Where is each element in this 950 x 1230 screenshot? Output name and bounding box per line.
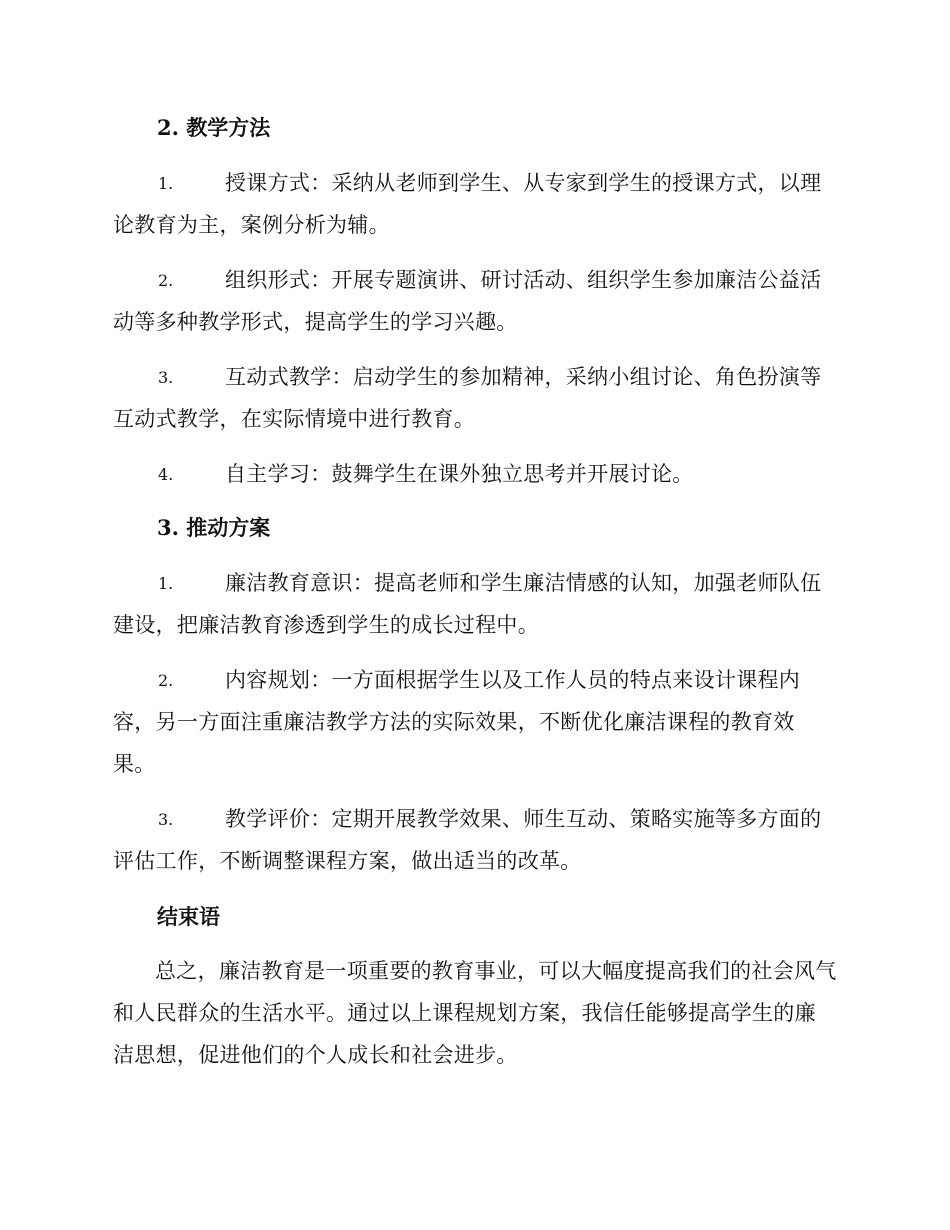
list-item-number: 1. <box>158 174 174 193</box>
section-heading-promotion-plan: 3. 推动方案 <box>157 515 271 540</box>
section-heading-conclusion: 结束语 <box>157 904 220 929</box>
list-item-number: 3. <box>158 368 174 387</box>
list-item-number: 3. <box>158 810 174 829</box>
list-item-text: 授课方式：采纳从老师到学生、从专家到学生的授课方式，以理论教育为主，案例分析为辅。 <box>113 171 822 237</box>
list-item-text: 互动式教学：启动学生的参加精神，采纳小组讨论、角色扮演等互动式教学，在实际情境中进行教育。 <box>113 365 822 431</box>
list-item-number: 2. <box>158 671 174 690</box>
list-item-number: 4. <box>158 465 174 484</box>
list-item-text: 自主学习：鼓舞学生在课外独立思考并开展讨论。 <box>225 462 694 486</box>
list-item-text: 教学评价：定期开展教学效果、师生互动、策略实施等多方面的评估工作，不断调整课程方案，做出适当的改革。 <box>113 807 822 873</box>
list-item-number: 2. <box>158 271 174 290</box>
list-item-text: 廉洁教育意识：提高老师和学生廉洁情感的认知，加强老师队伍建设，把廉洁教育渗透到学生的成长过程中。 <box>113 571 822 637</box>
list-item-text: 组织形式：开展专题演讲、研讨活动、组织学生参加廉洁公益活动等多种教学形式，提高学生的学习兴趣。 <box>113 268 822 334</box>
list-item-number: 1. <box>158 574 174 593</box>
section-heading-teaching-methods: 2. 教学方法 <box>157 115 271 140</box>
conclusion-paragraph: 总之，廉洁教育是一项重要的教育事业，可以大幅度提高我们的社会风气和人民群众的生活水平。通过以上课程规划方案，我信任能够提高学生的廉洁思想，促进他们的个人成长和社会进步。 <box>113 959 837 1067</box>
list-item-text: 内容规划：一方面根据学生以及工作人员的特点来设计课程内容，另一方面注重廉洁教学方法的实际效果，不断优化廉洁课程的教育效果。 <box>113 668 801 776</box>
